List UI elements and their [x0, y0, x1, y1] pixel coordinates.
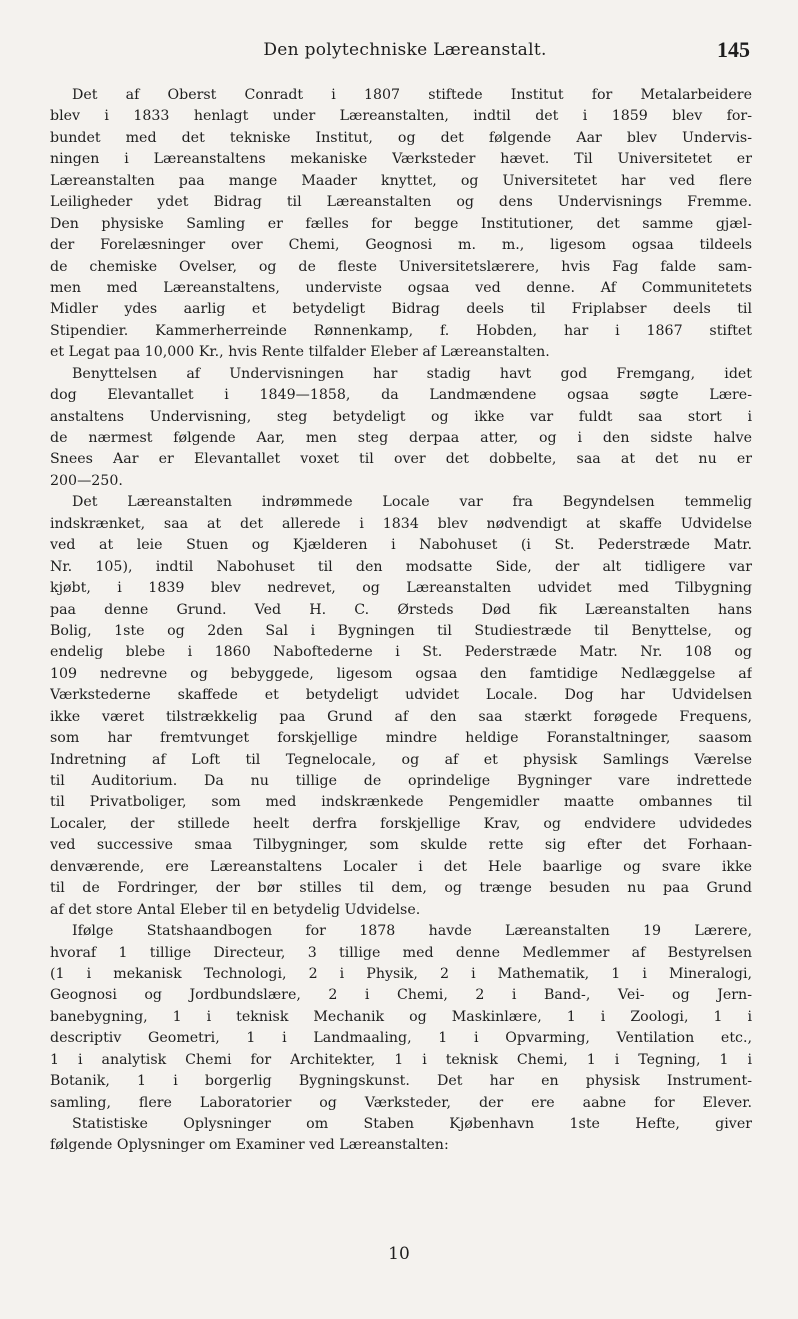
text-line: Ifølge Statshaandbogen for 1878 havde Læreanstalten 19 Lærere, [72, 923, 752, 940]
text-line: Snees Aar er Elevantallet voxet til over det dobbelte, saa at det nu er [50, 451, 752, 468]
text-line: til Auditorium. Da nu tillige de oprindelige Bygninger vare indrettede [50, 773, 752, 789]
text-line: ved at leie Stuen og Kjælderen i Nabohuset (i St. Pederstræde Matr. [50, 537, 752, 554]
text-line: anstaltens Undervisning, steg betydeligt og ikke var fuldt saa stort i [50, 408, 752, 425]
text-line: 109 nedrevne og bebyggede, ligesom ogsaa den famtidige Nedlæggelse af [50, 665, 752, 682]
text-line: Bolig, 1ste og 2den Sal i Bygningen til Studiestræde til Benyttelse, og [50, 622, 752, 639]
text-line: Midler ydes aarlig et betydeligt Bidrag deels til Friplabser deels til [50, 301, 752, 318]
text-line: kjøbt, i 1839 blev nedrevet, og Læreanstalten udvidet med Tilbygning [50, 580, 752, 597]
text-line: endelig blebe i 1860 Naboftederne i St. Pederstræde Matr. Nr. 108 og [50, 644, 752, 661]
text-line: Nr. 105), indtil Nabohuset til den modsatte Side, der alt tidligere var [50, 558, 752, 575]
text-line: Den physiske Samling er fælles for begge Institutioner, det samme gjæl- [50, 215, 752, 232]
text-line: af det store Antal Eleber til en betydelig Udvidelse. [50, 901, 421, 918]
text-line: Botanik, 1 i borgerlig Bygningskunst. Det har en physisk Instrument- [50, 1073, 752, 1090]
text-line: descriptiv Geometri, 1 i Landmaaling, 1 i Opvarming, Ventilation etc., [50, 1030, 752, 1047]
running-head [60, 37, 750, 64]
text-line: følgende Oplysninger om Examiner ved Læreanstalten: [50, 1137, 449, 1154]
text-line: Det Læreanstalten indrømmede Locale var fra Begyndelsen temmelig [72, 494, 752, 511]
body-text [50, 85, 752, 1157]
text-line: 1 i analytisk Chemi for Architekter, 1 i teknisk Chemi, 1 i Tegning, 1 i [50, 1051, 752, 1068]
text-line: de chemiske Ovelser, og de fleste Universitetslærere, hvis Fag falde sam- [50, 258, 752, 275]
text-line: banebygning, 1 i teknisk Mechanik og Maskinlære, 1 i Zoologi, 1 i [50, 1008, 752, 1025]
text-line: Statistiske Oplysninger om Staben Kjøbenhavn 1ste Hefte, giver [72, 1116, 752, 1132]
text-line: denværende, ere Læreanstaltens Localer i det Hele baarlige og svare ikke [50, 858, 752, 875]
text-line: til Privatboliger, som med indskrænkede Pengemidler maatte ombannes til [50, 794, 752, 811]
page-number: 145 [717, 37, 750, 62]
text-line: blev i 1833 henlagt under Læreanstalten, indtil det i 1859 blev for- [50, 108, 752, 125]
running-title: Den polytechniske Læreanstalt. [263, 40, 547, 60]
text-line: Leiligheder ydet Bidrag til Læreanstalten og dens Undervisnings Fremme. [50, 194, 752, 211]
text-line: Det af Oberst Conradt i 1807 stiftede Institut for Metalarbeidere [72, 87, 752, 103]
text-line: paa denne Grund. Ved H. C. Ørsteds Død fik Læreanstalten hans [50, 601, 752, 618]
text-line: dog Elevantallet i 1849—1858, da Landmændene ogsaa søgte Lære- [50, 387, 752, 404]
text-line: 200—250. [50, 472, 123, 489]
text-line: ningen i Læreanstaltens mekaniske Værksteder hævet. Til Universitetet er [50, 151, 752, 168]
text-line: (1 i mekanisk Technologi, 2 i Physik, 2 i Mathematik, 1 i Mineralogi, [50, 965, 752, 982]
text-line: Værkstederne skaffede et betydeligt udvidet Locale. Dog har Udvidelsen [50, 687, 752, 704]
text-line: indskrænket, saa at det allerede i 1834 blev nødvendigt at skaffe Udvidelse [50, 515, 752, 532]
text-line: som har fremtvunget forskjellige mindre heldige Foranstaltninger, saasom [50, 730, 752, 747]
text-line: hvoraf 1 tillige Directeur, 3 tillige med denne Medlemmer af Bestyrelsen [50, 944, 752, 961]
text-line: Localer, der stillede heelt derfra forskjellige Krav, og endvidere udvidedes [50, 815, 752, 832]
text-line: der Forelæsninger over Chemi, Geognosi m. m., ligesom ogsaa tildeels [50, 237, 752, 254]
text-line: Geognosi og Jordbundslære, 2 i Chemi, 2 i Band-, Vei- og Jern- [50, 987, 752, 1004]
text-line: ved successive smaa Tilbygninger, som skulde rette sig efter det Forhaan- [50, 837, 752, 854]
text-line: et Legat paa 10,000 Kr., hvis Rente tilfalder Eleber af Læreanstalten. [50, 344, 550, 361]
text-line: Læreanstalten paa mange Maader knyttet, og Universitetet har ved flere [50, 172, 752, 189]
text-line: samling, flere Laboratorier og Værksteder, der ere aabne for Elever. [50, 1094, 752, 1111]
text-line: Benyttelsen af Undervisningen har stadig havt god Fremgang, idet [72, 365, 752, 382]
text-line: men med Læreanstaltens, underviste ogsaa ved denne. Af Communitetets [50, 279, 752, 296]
text-line: til de Fordringer, der bør stilles til dem, og trænge besuden nu paa Grund [50, 880, 752, 897]
text-line: Stipendier. Kammerherreinde Rønnenkamp, f. Hobden, har i 1867 stiftet [50, 322, 752, 339]
text-line: Indretning af Loft til Tegnelocale, og af et physisk Samlings Værelse [50, 751, 752, 768]
text-line: bundet med det tekniske Institut, og det følgende Aar blev Undervis- [50, 129, 752, 146]
text-line: de nærmest følgende Aar, men steg derpaa atter, og i den sidste halve [50, 430, 752, 446]
signature-mark: 10 [388, 1244, 410, 1264]
text-line: ikke været tilstrækkelig paa Grund af den saa stærkt forøgede Frequens, [50, 708, 752, 725]
